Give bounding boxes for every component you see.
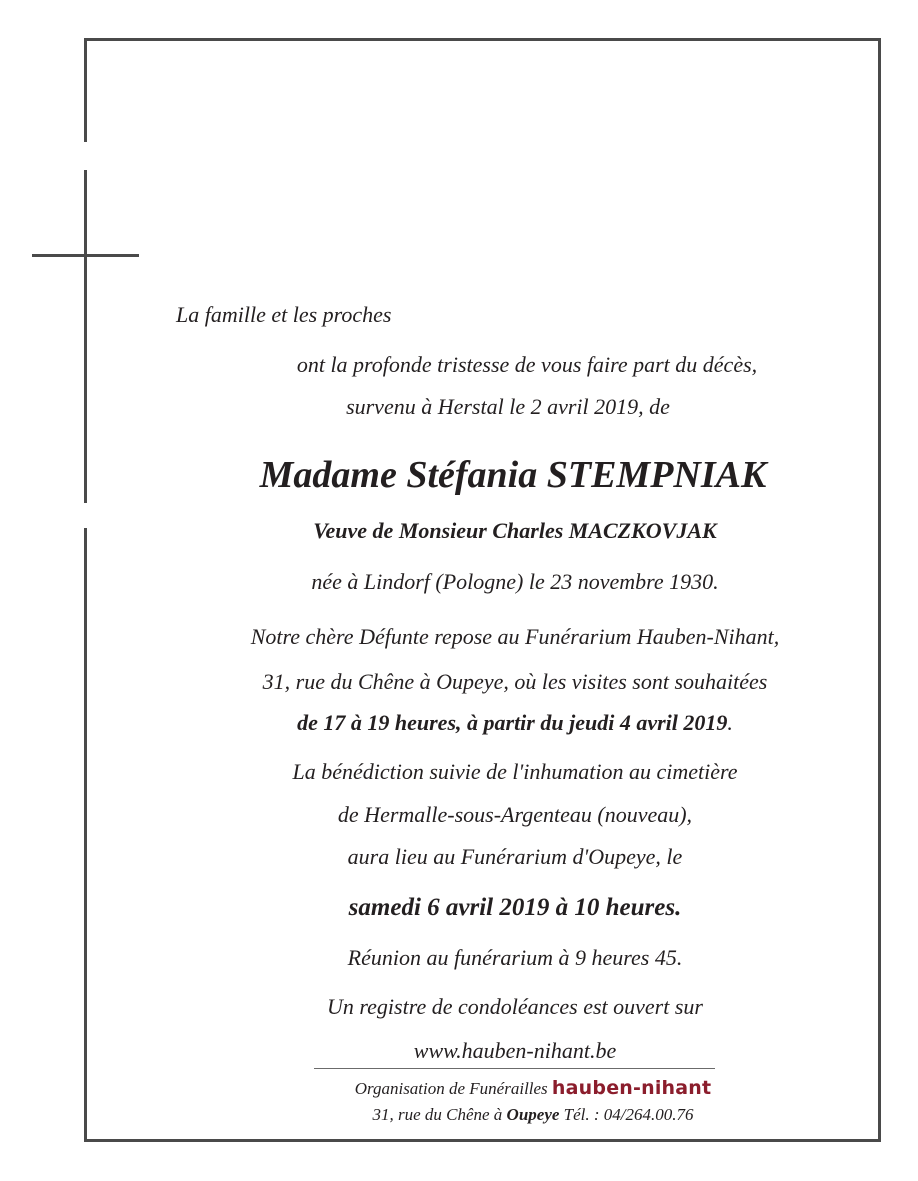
footer-organisation-line <box>74 1077 918 1099</box>
footer-divider <box>314 1068 715 1069</box>
survenu-line: survenu à Herstal le 2 avril 2019, de <box>346 394 670 419</box>
frame-left-top <box>84 38 87 142</box>
widow-of-line: Veuve de Monsieur Charles MACZKOVJAK <box>313 518 717 543</box>
reunion-line: Réunion au funérarium à 9 heures 45. <box>347 945 683 970</box>
hauben-nihant-logo: hauben-nihant <box>551 1077 712 1099</box>
tristesse-line: ont la profonde tristesse de vous faire part du décès, <box>296 352 758 377</box>
ceremony-line-1: La bénédiction suivie de l'inhumation au cimetière <box>292 759 738 784</box>
registre-line: Un registre de condoléances est ouvert sur <box>327 994 703 1019</box>
repose-line-2: 31, rue du Chêne à Oupeye, où les visites sont souhaitées <box>262 669 768 694</box>
address-city: Oupeye <box>506 1105 560 1124</box>
frame-top <box>84 38 881 41</box>
ceremony-date: samedi 6 avril 2019 à 10 heures. <box>348 894 682 921</box>
visit-hours-line <box>56 710 918 736</box>
repose-line-1: Notre chère Défunte repose au Funérarium Hauben-Nihant, <box>250 624 780 649</box>
visit-hours: de 17 à 19 heures, à partir du jeudi 4 avril 2019 <box>297 710 728 735</box>
organisation-label: Organisation de Funérailles <box>354 1079 548 1098</box>
visit-hours-period: . <box>727 710 733 735</box>
ceremony-line-2: de Hermalle-sous-Argenteau (nouveau), <box>337 802 693 827</box>
birth-line: née à Lindorf (Pologne) le 23 novembre 1930. <box>311 569 719 594</box>
frame-bottom <box>84 1139 881 1142</box>
website-link[interactable]: www.hauben-nihant.be <box>413 1038 617 1063</box>
deceased-name: Madame Stéfania STEMPNIAK <box>259 454 767 496</box>
intro-line: La famille et les proches <box>176 302 392 327</box>
address-prefix: 31, rue du Chêne à <box>372 1105 503 1124</box>
phone: Tél. : 04/264.00.76 <box>563 1105 694 1124</box>
ceremony-line-3: aura lieu au Funérarium d'Oupeye, le <box>347 844 683 869</box>
footer-address-line <box>74 1105 918 1125</box>
